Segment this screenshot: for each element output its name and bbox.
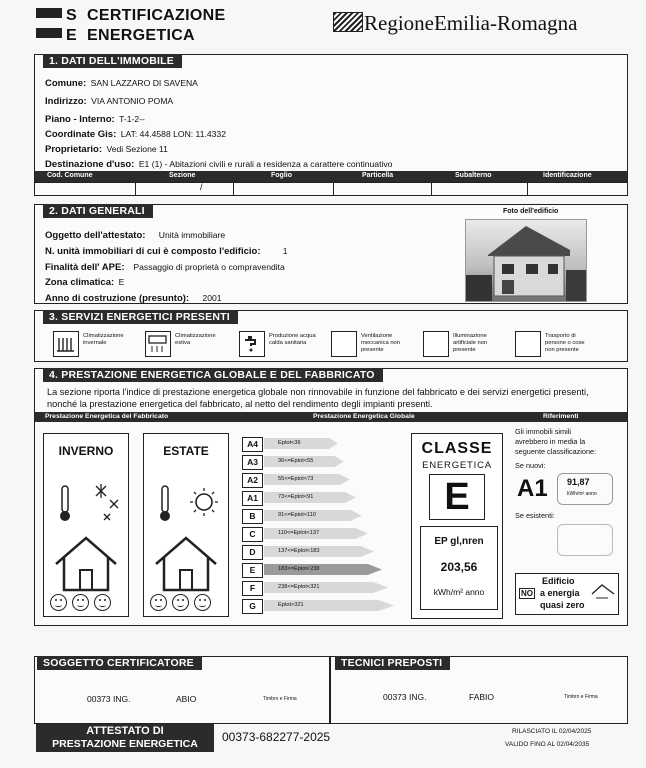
cat-header-subalterno: Subalterno <box>455 172 492 179</box>
soggetto-tag: SOGGETTO CERTIFICATORE <box>37 656 202 670</box>
esistenti-box <box>557 524 613 556</box>
soggetto-name: ABIO <box>176 694 197 704</box>
estate-label: ESTATE <box>163 444 209 458</box>
cat-header-sezione: Sezione <box>169 172 196 179</box>
rif-text-1: Gli immobili simili <box>515 427 571 436</box>
anno-label: Anno di costruzione (presunto): <box>45 293 190 304</box>
house-icon <box>156 538 216 590</box>
thermometer-icon <box>62 486 68 512</box>
nzeb-box <box>515 573 619 615</box>
rilasciato-date: RILASCIATO IL 02/04/2025 <box>512 728 592 735</box>
col-header-fabbricato: Prestazione Energetica del Fabbricato <box>45 413 169 420</box>
tap-icon <box>239 331 265 357</box>
region-name: RegioneEmilia-Romagna <box>364 11 578 35</box>
ep-box <box>420 526 498 610</box>
nuovi-value: 91,87 <box>567 477 590 487</box>
classe-value: E <box>444 476 470 518</box>
piano-value: T-1-2-- <box>119 114 145 124</box>
cat-divider <box>431 183 432 195</box>
zona-label: Zona climatica: <box>45 277 115 288</box>
col-header-riferimenti: Riferimenti <box>543 413 579 420</box>
sun-icon <box>190 488 218 516</box>
region-logo-icon <box>333 12 363 32</box>
nunita-label: N. unità immobiliari di cui è composto l'edificio: <box>45 246 261 257</box>
title-mark-bar <box>36 8 62 18</box>
ep-unit: kWh/m² anno <box>433 587 485 597</box>
finalita-label: Finalità dell' APE: <box>45 262 125 273</box>
indirizzo-label: Indirizzo: <box>45 96 87 107</box>
service-ventilation-text: Ventilazione meccanica non presente <box>361 333 400 353</box>
service-transport-text: Trasporto di persone o cose non presente <box>545 333 585 353</box>
section-tag: 2. DATI GENERALI <box>43 204 153 218</box>
cat-divider <box>333 183 334 195</box>
cat-header-foglio: Foglio <box>271 172 292 179</box>
smiley-icon <box>72 594 89 611</box>
inverno-panel <box>43 433 129 617</box>
energetica-label: ENERGETICA <box>422 460 492 471</box>
service-heating-text: Climatizzazione invernale <box>83 333 124 346</box>
soggetto-firma: Timbro e Firma <box>263 696 297 702</box>
ventilation-icon <box>331 331 357 357</box>
nunita-value: 1 <box>282 246 288 256</box>
building-photo <box>465 219 587 302</box>
tecnici-code: 00373 ING. <box>383 692 427 702</box>
footer-signatures <box>34 656 628 724</box>
finalita-value: Passaggio di proprietà o compravendita <box>133 262 285 272</box>
ep-label: EP gl,nren <box>434 536 484 547</box>
proprietario-value: Vedi Sezione 11 <box>106 144 168 154</box>
snowflake-icon <box>96 484 118 520</box>
cat-header-cod-comune: Cod. Comune <box>47 172 93 179</box>
title-mark-bar <box>36 28 62 38</box>
section-tag: 1. DATI DELL'IMMOBILE <box>43 54 182 68</box>
cat-header-identificazione: Identificazione <box>543 172 592 179</box>
service-cooling-text: Climatizzazione estiva <box>175 333 216 346</box>
nuovi-class: A1 <box>517 475 548 502</box>
smiley-icon <box>150 594 167 611</box>
section-prestazione-energetica <box>34 368 628 626</box>
lighting-icon <box>423 331 449 357</box>
rif-text-2: avrebbero in media la <box>515 437 586 446</box>
coord-label: Coordinate Gis: <box>45 129 117 140</box>
section4-col-header-bar <box>35 412 627 422</box>
smiley-icon <box>172 594 189 611</box>
cat-divider <box>527 183 528 195</box>
zona-value: E <box>118 277 125 287</box>
air-conditioner-icon <box>145 331 171 357</box>
ep-value: 203,56 <box>440 560 478 574</box>
smiley-icon <box>94 594 111 611</box>
nzeb-line2: a energia <box>540 588 580 598</box>
classe-energetica-box <box>411 433 503 619</box>
nzeb-house-icon <box>590 580 616 600</box>
radiator-icon <box>53 331 79 357</box>
anno-row <box>45 288 222 306</box>
attestato-badge <box>36 724 214 752</box>
house-icon <box>56 538 116 590</box>
destinazione-value: E1 (1) - Abitazioni civili e rurali a residenza a carattere continuativo <box>138 159 393 169</box>
title-line1-prefix: S <box>66 7 77 24</box>
piano-label: Piano - Interno: <box>45 114 115 125</box>
inverno-label: INVERNO <box>58 444 114 458</box>
se-esistenti-label: Se esistenti: <box>515 511 555 520</box>
valido-date: VALIDO FINO AL 02/04/2035 <box>505 741 590 748</box>
classe-label: CLASSE <box>421 440 493 457</box>
section-dati-generali <box>34 204 628 304</box>
section4-intro: La sezione riporta l'indice di prestazione energetica globale non rinnovabile in funzione del fabbricato e dei servizi energetici presenti, nonché la prestazione energetica del fabbricato, al netto del rendimento degli impianti presenti. <box>47 387 589 409</box>
photo-label: Foto dell'edificio <box>503 208 559 215</box>
estate-drawing <box>144 464 228 614</box>
title-line2-prefix: E <box>66 27 77 44</box>
title-line2: ENERGETICA <box>87 27 195 44</box>
attestato-line2: PRESTAZIONE ENERGETICA <box>52 738 198 750</box>
nzeb-no: NO <box>521 589 533 598</box>
oggetto-label: Oggetto dell'attestato: <box>45 230 146 241</box>
col-header-globale: Prestazione Energetica Globale <box>313 413 415 420</box>
cat-divider <box>135 183 136 195</box>
section-tag: 4. PRESTAZIONE ENERGETICA GLOBALE E DEL FABBRICATO <box>43 368 383 382</box>
nzeb-line1: Edificio <box>542 576 575 586</box>
service-hot-water-text: Produzione acqua calda sanitaria <box>269 333 316 346</box>
section-servizi-energetici <box>34 310 628 362</box>
building-photo-drawing <box>466 220 586 301</box>
destinazione-label: Destinazione d'uso: <box>45 159 135 170</box>
estate-panel <box>143 433 229 617</box>
proprietario-label: Proprietario: <box>45 144 103 155</box>
attestato-line1: ATTESTATO DI <box>86 725 164 737</box>
section-dati-immobile <box>34 54 628 196</box>
indirizzo-value: VIA ANTONIO POMA <box>91 96 174 106</box>
comune-label: Comune: <box>45 78 87 89</box>
comune-row <box>45 73 198 91</box>
riferimenti-panel <box>511 427 623 619</box>
cat-header-particella: Particella <box>362 172 394 179</box>
se-nuovi-label: Se nuovi: <box>515 461 546 470</box>
class-scale: A4 Eptot<36 A3 36<=Eptot<55 A2 55<=Eptot<73 A1 73<=Eptot<91 B 91<=Eptot<110 C 110<=Eptot<137 D 137<=Eptot<183 E 183<=Eptot<238 F 238<=Eptot<321 G Eptot>321 <box>239 433 399 618</box>
classe-value-box <box>429 474 485 520</box>
rif-text-3: seguente classificazione: <box>515 447 597 456</box>
footer-divider <box>329 657 331 723</box>
smiley-icon <box>194 594 211 611</box>
cat-mark: / <box>200 182 203 192</box>
header <box>0 0 646 48</box>
attestato-code: 00373-682277-2025 <box>222 730 331 744</box>
inverno-drawing <box>44 464 128 614</box>
comune-value: SAN LAZZARO DI SAVENA <box>90 78 198 88</box>
nuovi-unit: kWh/m² anno <box>567 491 597 497</box>
cat-divider <box>233 183 234 195</box>
indirizzo-row <box>45 91 173 109</box>
elevator-icon <box>515 331 541 357</box>
nzeb-line3: quasi zero <box>540 600 585 610</box>
coord-value: LAT: 44.4588 LON: 11.4332 <box>120 129 226 139</box>
tecnici-tag: TECNICI PREPOSTI <box>335 656 450 670</box>
catasto-header-bar <box>35 171 627 182</box>
service-lighting-text: Illuminazione artificiale non presente <box>453 333 488 353</box>
oggetto-value: Unità immobiliare <box>158 230 226 240</box>
tecnici-name: FABIO <box>469 692 495 702</box>
soggetto-code: 00373 ING. <box>87 694 131 704</box>
smiley-icon <box>50 594 67 611</box>
tecnici-firma: Timbro e Firma <box>564 694 598 700</box>
section-tag: 3. SERVIZI ENERGETICI PRESENTI <box>43 310 238 324</box>
catasto-value-row <box>35 182 627 195</box>
title-line1: CERTIFICAZIONE <box>87 7 226 24</box>
destinazione-row <box>45 154 392 172</box>
thermometer-icon <box>162 486 168 512</box>
anno-value: 2001 <box>202 293 222 303</box>
